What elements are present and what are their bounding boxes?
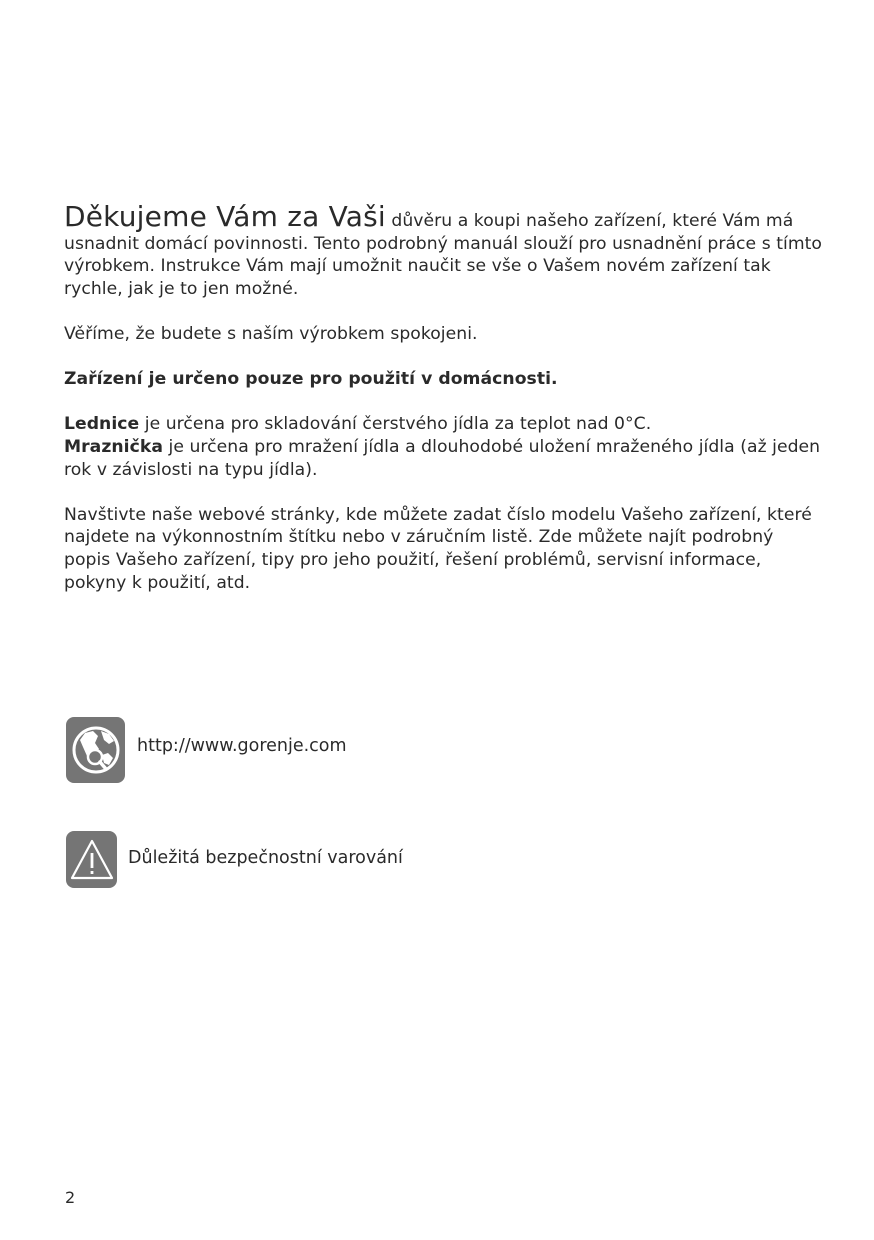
- fridge-description: [64, 413, 824, 436]
- freezer-term: Mraznička: [64, 436, 163, 457]
- fridge-text: je určena pro skladování čerstvého jídla za teplot nad 0°C.: [139, 414, 652, 435]
- intro-paragraph: [64, 200, 824, 300]
- freezer-description: [64, 436, 824, 481]
- warning-label: Důležitá bezpečnostní varování: [128, 847, 403, 868]
- web-legend: [66, 717, 347, 783]
- intro-lead: Děkujeme Vám za Vaši: [64, 200, 386, 233]
- website-paragraph: Navštivte naše webové stránky, kde můžete zadat číslo modelu Vašeho zařízení, které najdete na výkonnostním štítku nebo v záručním listě. Zde můžete najít podrobný popis Vašeho zařízení, tipy pro jeho použití, řešení problémů, servisní informace, pokyny k použití, atd.: [64, 504, 812, 593]
- household-notice: Zařízení je určeno pouze pro použití v domácnosti.: [64, 369, 558, 390]
- main-text: [64, 200, 824, 594]
- globe-search-icon: [66, 717, 125, 783]
- page-number: 2: [65, 1188, 76, 1207]
- website-url: http://www.gorenje.com: [137, 736, 347, 756]
- warning-legend: [66, 831, 403, 888]
- satisfaction-text: Věříme, že budete s naším výrobkem spokojeni.: [64, 323, 478, 344]
- fridge-term: Lednice: [64, 414, 140, 435]
- freezer-text: je určena pro mražení jídla a dlouhodobé uložení mraženého jídla (až jeden rok v závislosti na typu jídla).: [64, 436, 821, 480]
- warning-triangle-icon: [66, 831, 117, 888]
- intro-text: důvěru a koupi našeho zařízení, které Vám má usnadnit domácí povinnosti. Tento podrobný manuál slouží pro usnadnění práce s tímto výrobkem. Instrukce Vám mají umožnit naučit se vše o Vašem novém zařízení tak rychle, jak je to jen možné.: [64, 211, 822, 299]
